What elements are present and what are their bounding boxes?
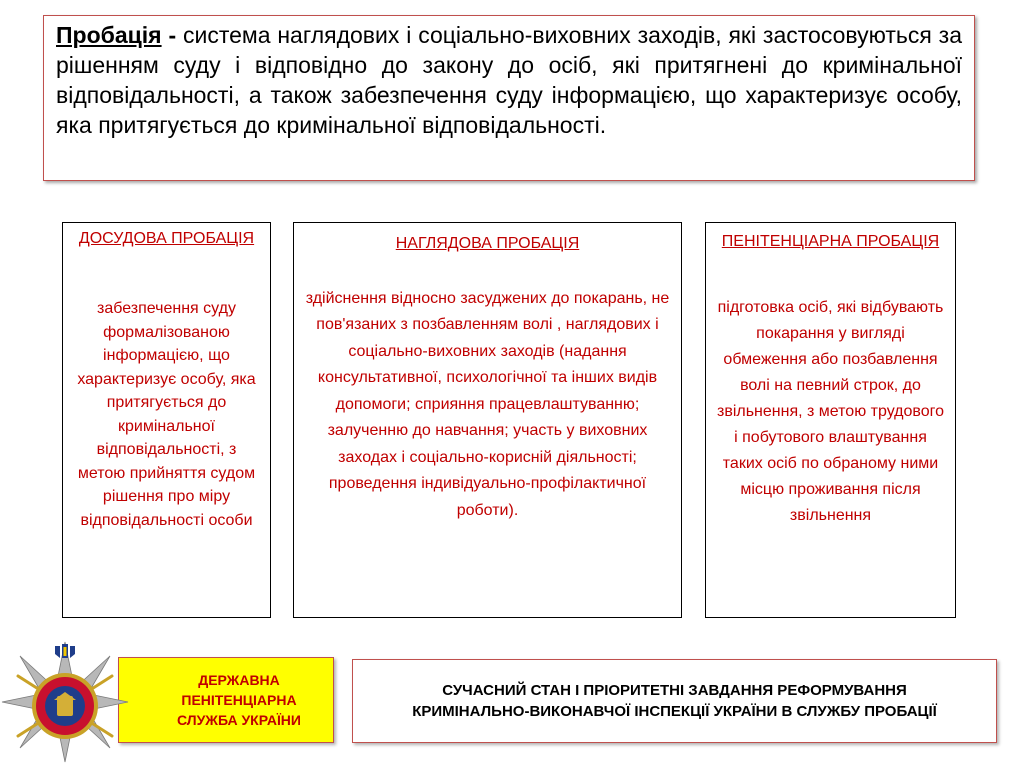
pretrial-probation-text: забезпечення суду формалізованою інформацією, що характеризує особу, яка притягується до кримінальної відповідальності, з метою прийняття судом рішення про міру відповідальності особи — [77, 300, 256, 529]
pretrial-probation-box — [62, 222, 271, 618]
service-name-label — [118, 657, 334, 743]
penitentiary-probation-text: підготовка осіб, які відбувають покарання у вигляді обмеження або позбавлення волі на певний строк, до звільнення, з метою трудового і побутового влаштування таких осіб по обраному ними місцю проживання після звільнення — [716, 299, 944, 524]
definition-term: Пробація — [56, 22, 162, 48]
presentation-title-line2: КРИМІНАЛЬНО-ВИКОНАВЧОЇ ІНСПЕКЦІЇ УКРАЇНИ В СЛУЖБУ ПРОБАЦІЇ — [412, 703, 937, 720]
supervisory-probation-title: НАГЛЯДОВА ПРОБАЦІЯ — [395, 235, 580, 252]
supervisory-probation-box — [293, 222, 682, 618]
service-name-line3: СЛУЖБА УКРАЇНИ — [177, 712, 301, 728]
definition-text: система наглядових і соціально-виховних заходів, які застосовуються за рішенням суду і відповідно до закону до осіб, які притягнені до кримінальної відповідальності, а також забезпечення суду інформацією, що характеризує особу, яка притягується до кримінальної відповідальності. — [56, 22, 963, 138]
definition-dash: - — [168, 22, 177, 48]
definition-box — [43, 15, 975, 181]
service-emblem-icon — [0, 636, 130, 768]
presentation-title-line1: СУЧАСНИЙ СТАН І ПРІОРИТЕТНІ ЗАВДАННЯ РЕФОРМУВАННЯ — [442, 682, 907, 699]
service-name-line1: ДЕРЖАВНА — [198, 672, 280, 688]
pretrial-probation-title: ДОСУДОВА ПРОБАЦІЯ — [78, 230, 255, 247]
supervisory-probation-text: здійснення відносно засуджених до покарань, не пов'язаних з позбавленням волі , наглядових і соціально-виховних заходів (надання консультативної, психологічної та інших видів допомоги; сприяння працевлаштуванню; залученню до навчання; участь у виховних заходах і соціально-корисній діяльності; проведення індивідуально-профілактичної роботи). — [305, 289, 670, 519]
penitentiary-probation-box — [705, 222, 956, 618]
presentation-title-box — [352, 659, 997, 743]
service-name-line2: ПЕНІТЕНЦІАРНА — [181, 692, 297, 708]
penitentiary-probation-title: ПЕНІТЕНЦІАРНА ПРОБАЦІЯ — [721, 233, 940, 250]
